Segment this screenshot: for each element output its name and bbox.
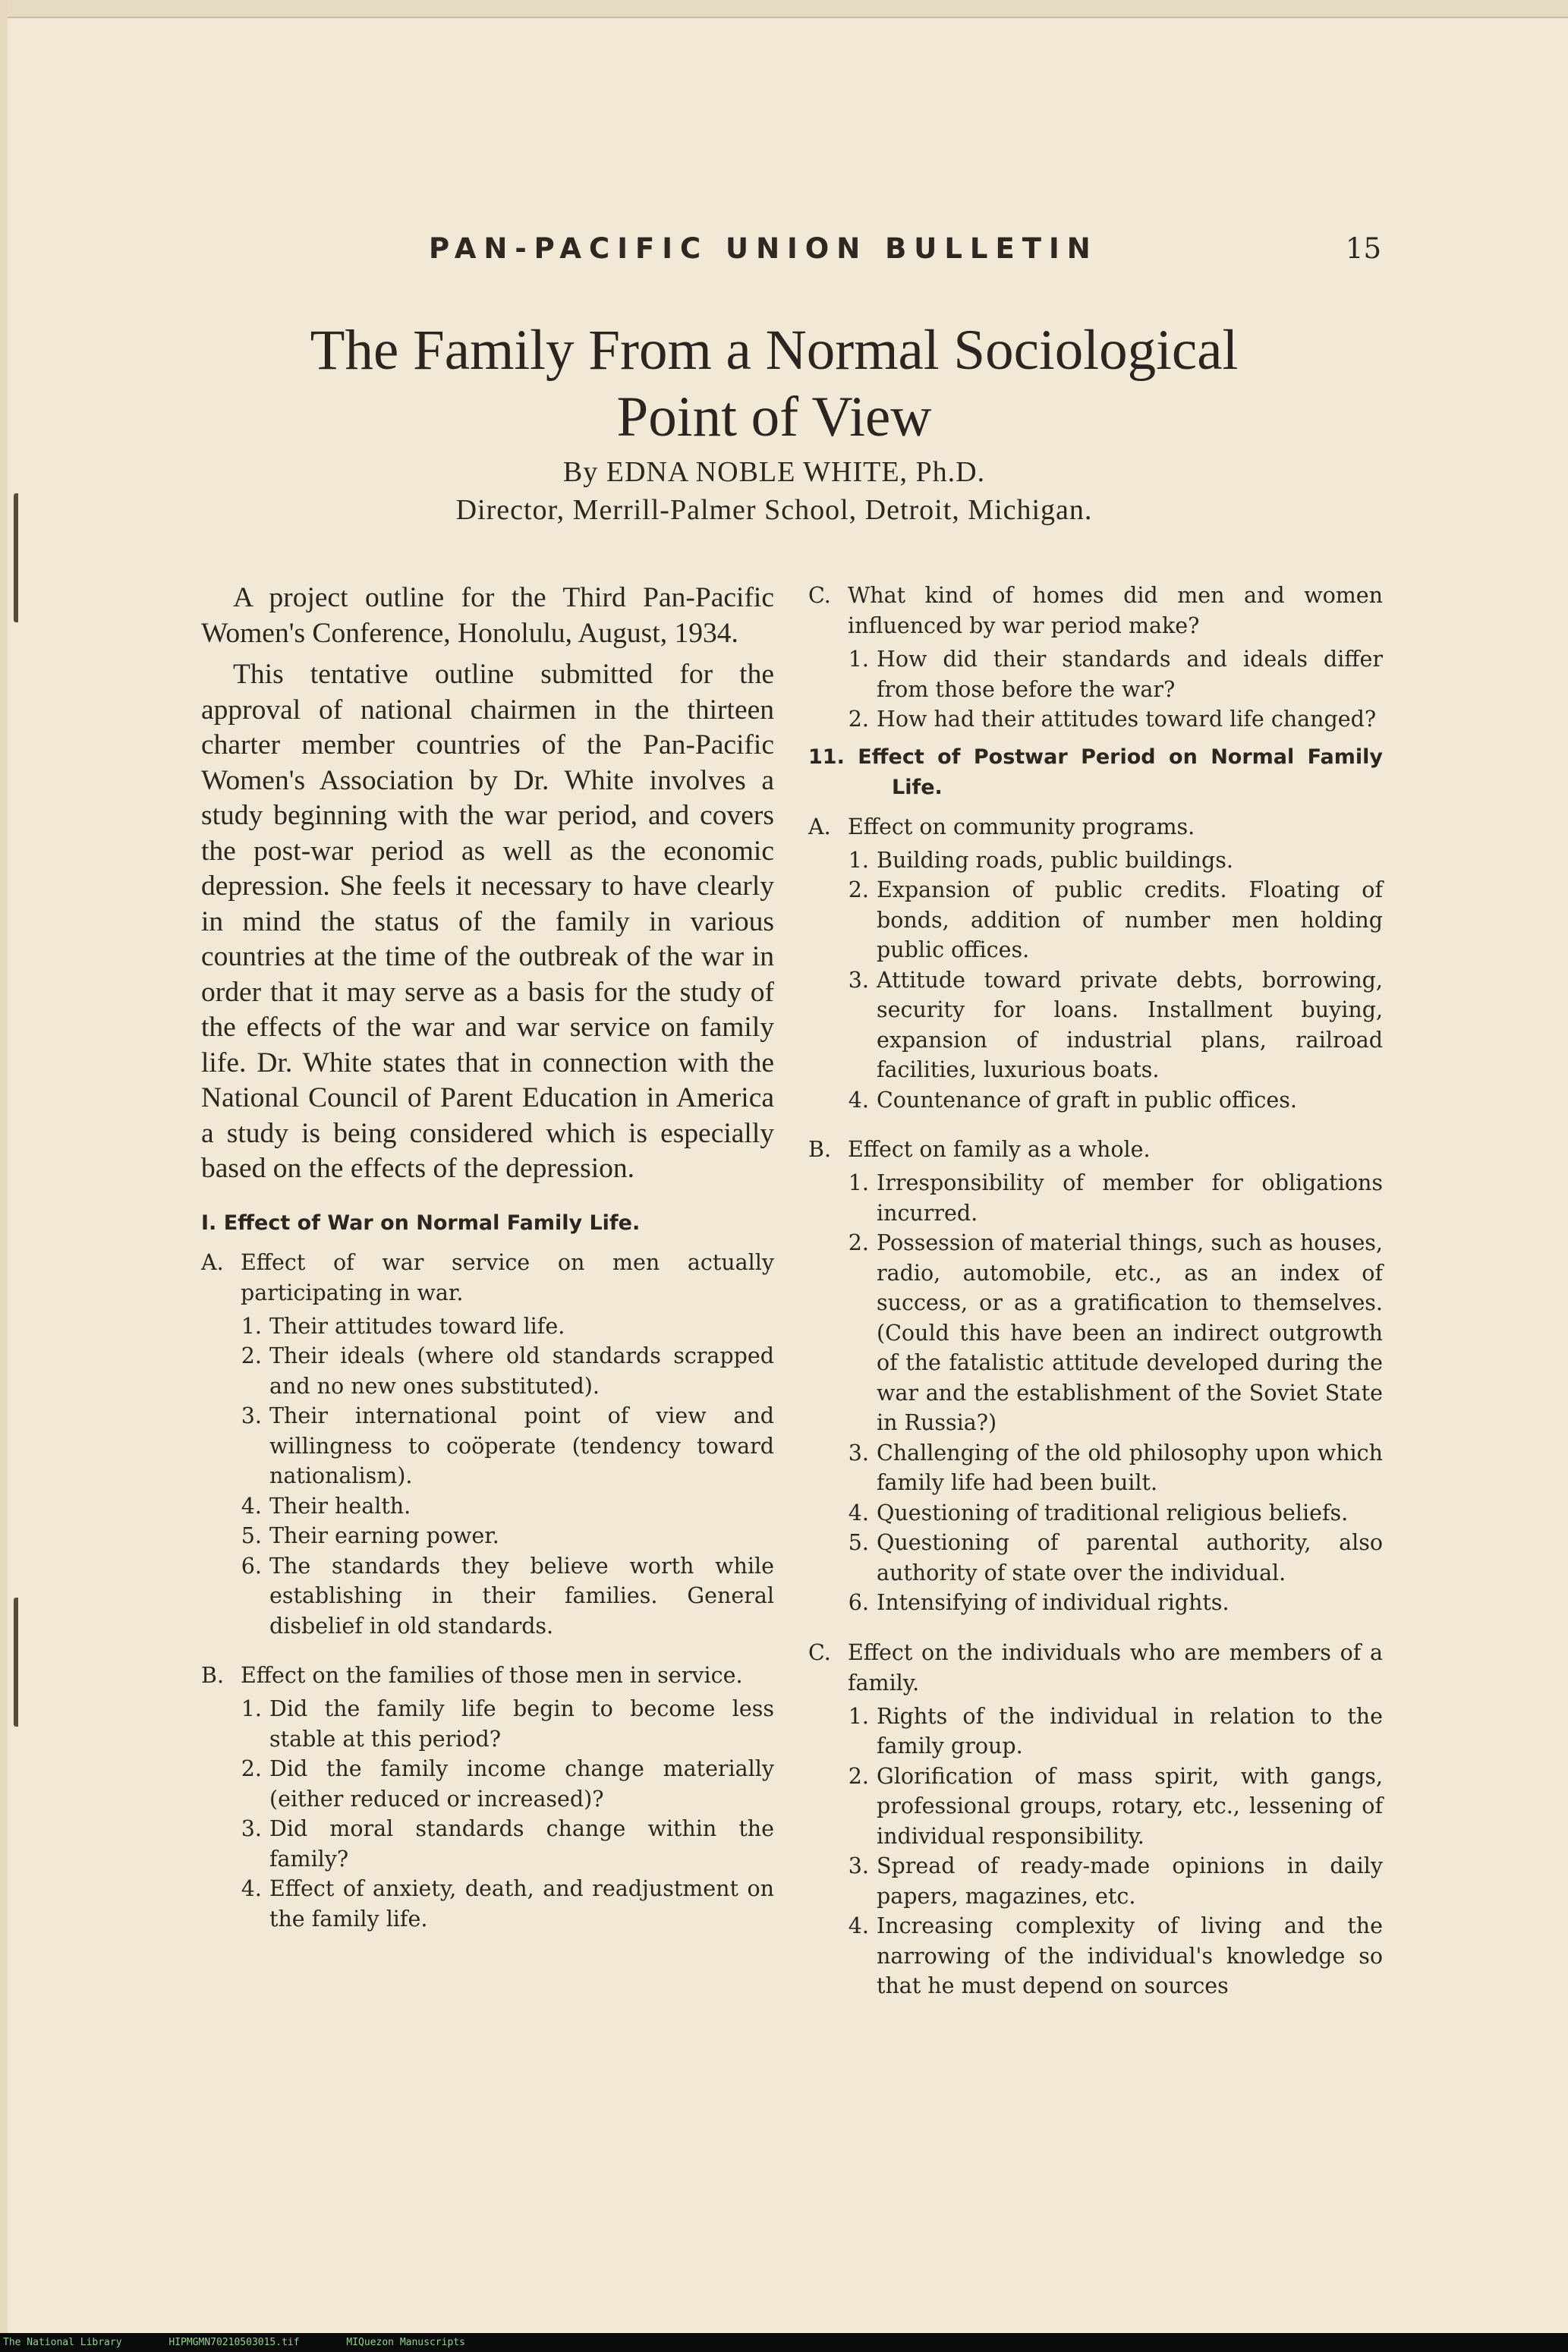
byline: By EDNA NOBLE WHITE, Ph.D. xyxy=(562,456,986,488)
left-column xyxy=(201,581,774,1934)
subsection-text: Effect on community programs. xyxy=(848,814,1195,839)
intro-paragraph-1: A project outline for the Third Pan-Pacific Women's Conference, Honolulu, August, 1934. xyxy=(201,582,774,649)
list-item: 4. Questioning of traditional religious beliefs. xyxy=(848,1500,1349,1525)
binding-mark-upper xyxy=(14,493,32,622)
page-top-edge xyxy=(8,0,1568,18)
list-item: 1. How did their standards and ideals differ from those before the war? xyxy=(848,647,1383,702)
scan-info-strip xyxy=(0,2333,1568,2352)
list-item: 3. Spread of ready-made opinions in daily papers, magazines, etc. xyxy=(848,1853,1383,1909)
subsection-label: A. xyxy=(201,1249,224,1275)
article-title xyxy=(190,317,1359,451)
list-item: 4. Countenance of graft in public offices. xyxy=(848,1087,1297,1113)
list-item: 3. Attitude toward private debts, borrowing, security for loans. Installment buying, expansion of industrial plans, railroad facilities, luxurious boats. xyxy=(848,967,1383,1082)
list-item: 4. Effect of anxiety, death, and readjustment on the family life. xyxy=(241,1876,774,1932)
list-item: 1. Did the family life begin to become less stable at this period? xyxy=(241,1696,774,1752)
list-item: 1. Irresponsibility of member for obligations incurred. xyxy=(848,1170,1383,1226)
title-line-2: Point of View xyxy=(616,386,932,449)
running-header xyxy=(197,232,1381,270)
subsection-label: C. xyxy=(808,1639,831,1665)
subsection-1c xyxy=(808,581,1383,641)
subsection-1b-list xyxy=(201,1694,774,1934)
author-affiliation: Director, Merrill-Palmer School, Detroit, Michigan. xyxy=(455,494,1093,526)
title-line-1: The Family From a Normal Sociological xyxy=(310,319,1239,382)
subsection-text: Effect on the individuals who are members of a family. xyxy=(848,1639,1383,1696)
subsection-text: Effect on the families of those men in service. xyxy=(241,1663,743,1688)
collection-name: MIQuezon Manuscripts xyxy=(346,2337,465,2348)
right-column xyxy=(808,581,1383,2001)
library-name: The National Library xyxy=(3,2337,122,2348)
list-item: 1. Their attitudes toward life. xyxy=(241,1313,565,1339)
running-head: PAN-PACIFIC UNION BULLETIN xyxy=(429,232,1098,265)
list-item: 5. Their earning power. xyxy=(241,1523,499,1548)
subsection-1a xyxy=(201,1248,774,1308)
list-item: 5. Questioning of parental authority, also authority of state over the individual. xyxy=(848,1530,1383,1585)
list-item: 4. Increasing complexity of living and the narrowing of the individual's knowledge so that he must depend on sources xyxy=(848,1913,1383,1998)
list-item: 3. Their international point of view and willingness to coöperate (tendency toward nationalism). xyxy=(241,1403,774,1488)
list-item: 2. Expansion of public credits. Floating of bonds, addition of number men holding public offices. xyxy=(848,877,1383,962)
subsection-label: C. xyxy=(808,583,831,608)
list-item: 3. Challenging of the old philosophy upon which family life had been built. xyxy=(848,1440,1383,1495)
binding-mark-lower xyxy=(14,1598,32,1727)
subsection-text: Effect on family as a whole. xyxy=(848,1137,1151,1162)
list-item: 2. Possession of material things, such as houses, radio, automobile, etc., as an index of success, or as a gratification to themselves. (Could this have been an indirect outgrowth of the fatalistic attitude developed during the war and the establishment of the Soviet State in Russia?) xyxy=(848,1230,1383,1435)
subsection-2c-list xyxy=(808,1702,1383,2001)
subsection-label: A. xyxy=(808,814,831,839)
list-item: 1. Rights of the individual in relation to the family group. xyxy=(848,1703,1383,1758)
subsection-2a xyxy=(808,812,1383,842)
subsection-2a-list xyxy=(808,845,1383,1116)
list-item: 6. The standards they believe worth while establishing in their families. General disbelief in old standards. xyxy=(241,1553,774,1639)
intro-paragraph-2: This tentative outline submitted for the approval of national chairmen in the thirteen charter member countries of the Pan-Pacific Women's Association by Dr. White involves a study beginning with the war period, and covers the post-war period as well as the economic depression. She feels it necessary to have clearly in mind the status of the family in various countries at the time of the outbreak of the war in order that it may serve as a basis for the study of the effects of the war and war service on family life. Dr. White states that in connection with the National Council of Parent Education in America a study is being considered which is especially based on the effects of the depression. xyxy=(201,659,774,1184)
list-item: 3. Did moral standards change within the family? xyxy=(241,1816,774,1872)
file-name: HIPMGMN70210503015.tif xyxy=(168,2337,300,2348)
list-item: 6. Intensifying of individual rights. xyxy=(848,1590,1230,1615)
subsection-text: Effect of war service on men actually participating in war. xyxy=(241,1249,774,1305)
subsection-label: B. xyxy=(808,1137,832,1162)
section-1-heading: I. Effect of War on Normal Family Life. xyxy=(201,1211,641,1235)
list-item: 2. Glorification of mass spirit, with gangs, professional groups, rotary, etc., lessening of individual responsibility. xyxy=(848,1763,1383,1849)
list-item: 2. How had their attitudes toward life changed? xyxy=(848,707,1377,732)
section-2-heading: 11. Effect of Postwar Period on Normal Family Life. xyxy=(808,745,1383,799)
list-item: 2. Their ideals (where old standards scrapped and no new ones substituted). xyxy=(241,1343,774,1399)
subsection-1c-list xyxy=(808,644,1383,735)
list-item: 2. Did the family income change materially (either reduced or increased)? xyxy=(241,1756,774,1812)
subsection-text: What kind of homes did men and women influenced by war period make? xyxy=(848,583,1383,638)
subsection-1a-list xyxy=(201,1311,774,1642)
subsection-label: B. xyxy=(201,1663,225,1688)
list-item: 4. Their health. xyxy=(241,1493,411,1519)
subsection-1b xyxy=(201,1661,774,1691)
page-number: 15 xyxy=(1345,232,1381,265)
subsection-2b xyxy=(808,1135,1383,1165)
list-item: 1. Building roads, public buildings. xyxy=(848,847,1233,873)
subsection-2b-list xyxy=(808,1168,1383,1618)
subsection-2c xyxy=(808,1638,1383,1699)
